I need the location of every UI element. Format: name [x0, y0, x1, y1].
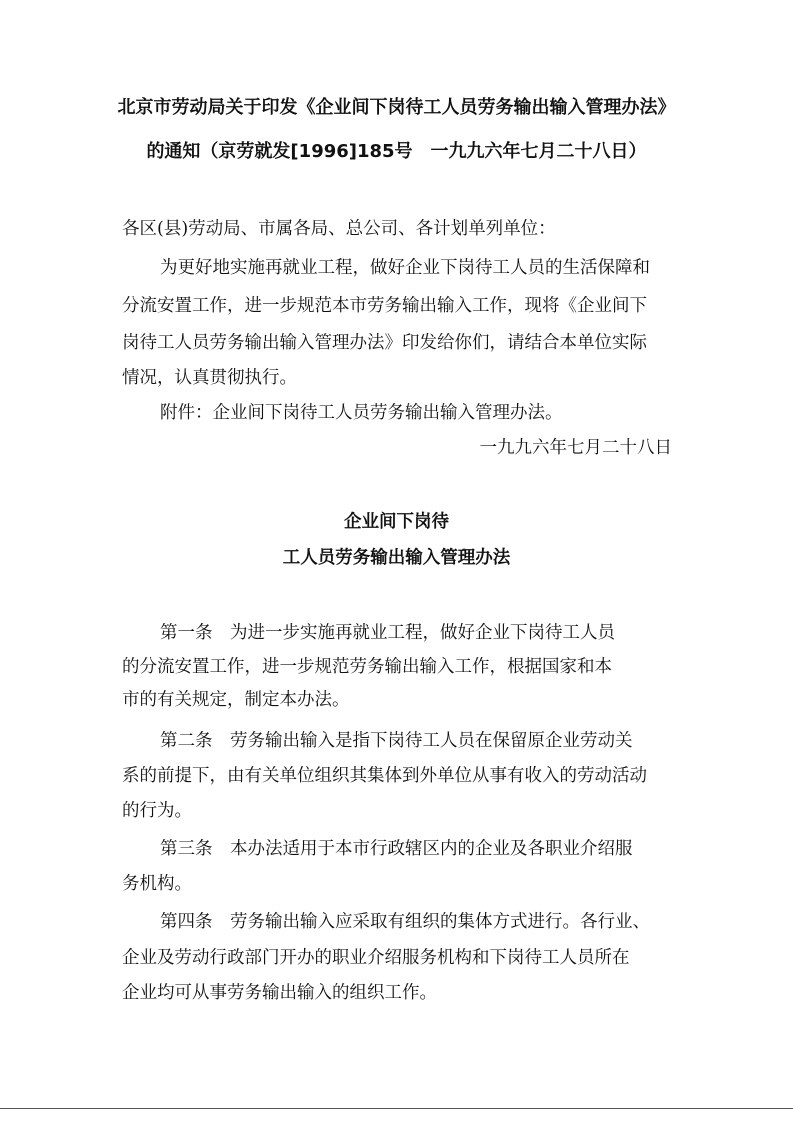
notice-body-line: 岗待工人员劳务输出输入管理办法》印发给你们，请结合本单位实际: [122, 333, 647, 353]
article-1-line: 市的有关规定，制定本办法。: [122, 690, 350, 710]
notice-title-line-1: 北京市劳动局关于印发《企业间下岗待工人员劳务输出输入管理办法》: [117, 97, 676, 118]
notice-body-line: 分流安置工作，进一步规范本市劳务输出输入工作，现将《企业间下: [122, 296, 647, 316]
article-4-line: 第四条 劳务输出输入应采取有组织的集体方式进行。各行业、: [160, 912, 650, 932]
article-3-line: 第三条 本办法适用于本市行政辖区内的企业及各职业介绍服: [160, 839, 633, 859]
article-4-line: 企业及劳动行政部门开办的职业介绍服务机构和下岗待工人员所在: [122, 948, 630, 968]
notice-title-line-2: 的通知（京劳就发[1996]185号 一九九六年七月二十八日）: [146, 141, 647, 162]
article-3-line: 务机构。: [122, 874, 192, 894]
article-2-line: 的行为。: [122, 801, 192, 821]
article-2-line: 第二条 劳务输出输入是指下岗待工人员在保留原企业劳动关: [160, 731, 633, 751]
article-2-line: 系的前提下，由有关单位组织其集体到外单位从事有收入的劳动活动: [122, 766, 647, 786]
regulation-title-line-1: 企业间下岗待: [344, 512, 449, 532]
notice-attachment: 附件：企业间下岗待工人员劳务输出输入管理办法。: [160, 403, 563, 423]
page-bottom-divider: [0, 1108, 793, 1109]
article-4-line: 企业均可从事劳务输出输入的组织工作。: [122, 983, 437, 1003]
notice-addressee: 各区(县)劳动局、市属各局、总公司、各计划单列单位：: [122, 219, 556, 239]
regulation-title-line-2: 工人员劳务输出输入管理办法: [282, 548, 511, 568]
notice-body-line: 为更好地实施再就业工程，做好企业下岗待工人员的生活保障和: [160, 258, 650, 278]
notice-body-line: 情况，认真贯彻执行。: [122, 368, 297, 388]
notice-date: 一九九六年七月二十八日: [479, 438, 672, 458]
article-1-line: 第一条 为进一步实施再就业工程，做好企业下岗待工人员: [160, 623, 615, 643]
article-1-line: 的分流安置工作，进一步规范劳务输出输入工作，根据国家和本: [122, 657, 612, 677]
